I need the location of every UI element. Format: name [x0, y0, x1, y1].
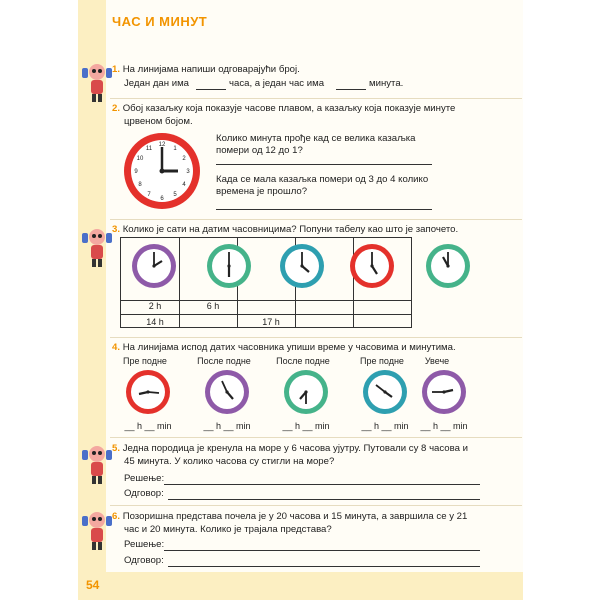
mascot-icon — [80, 225, 114, 269]
q4-clock-4-icon — [362, 369, 408, 415]
q4-clock-3-icon — [283, 369, 329, 415]
svg-text:12: 12 — [158, 142, 166, 148]
q4-label-1: Пре подне — [123, 356, 167, 366]
q4-label-2: После подне — [197, 356, 251, 366]
footer-bar — [78, 572, 523, 600]
mascot-icon — [80, 442, 114, 486]
q5-solution-line[interactable] — [164, 484, 480, 485]
q1-hours-blank[interactable] — [196, 89, 226, 90]
q4-clock-1-icon — [125, 369, 171, 415]
q5-answer-label: Одговор: — [124, 488, 164, 499]
q3-clock-5-icon — [425, 243, 471, 289]
q3-cell-r2-c1[interactable]: 14 h — [146, 317, 164, 327]
q4-answer-5[interactable]: __ h __ min — [420, 421, 468, 431]
page-number: 54 — [86, 578, 100, 592]
svg-text:6: 6 — [160, 196, 164, 202]
divider — [110, 437, 522, 438]
q4-clock-2-icon — [204, 369, 250, 415]
divider — [110, 337, 522, 338]
svg-text:8: 8 — [138, 182, 142, 188]
q6-answer-line[interactable] — [168, 566, 480, 567]
q2-question-b-cont: времена је прошло? — [216, 186, 308, 197]
q3-clock-1-icon — [131, 243, 177, 289]
q3-clock-3-icon — [279, 243, 325, 289]
mascot-icon — [80, 60, 114, 104]
q3-cell-r2-c3[interactable]: 17 h — [262, 317, 280, 327]
q2-prompt: 2. Обој казаљку која показује часове плавом, а казаљку која показује минуте — [112, 103, 456, 114]
q4-prompt: 4. На линијама испод датих часовника упиши време у часовима и минутима. — [112, 342, 456, 353]
q5-solution-label: Решење: — [124, 473, 165, 484]
q3-clock-4-icon — [349, 243, 395, 289]
q4-label-4: Пре подне — [360, 356, 404, 366]
q4-answer-2[interactable]: __ h __ min — [203, 421, 251, 431]
q2-question-b: Када се мала казаљка помери од 3 до 4 колико — [216, 174, 429, 185]
q1-line-b: часа, а један час има — [229, 78, 325, 89]
mascot-icon — [80, 508, 114, 552]
svg-text:2: 2 — [182, 156, 186, 162]
divider — [110, 219, 522, 220]
q4-answer-4[interactable]: __ h __ min — [361, 421, 409, 431]
q3-clock-2-icon — [206, 243, 252, 289]
q4-clock-5-icon — [421, 369, 467, 415]
q2-question-a-cont: помери од 12 до 1? — [216, 145, 303, 156]
svg-text:4: 4 — [182, 182, 186, 188]
svg-text:7: 7 — [147, 192, 151, 198]
q2-clock-icon — [121, 130, 203, 212]
svg-text:5: 5 — [173, 192, 177, 198]
svg-text:3: 3 — [186, 169, 190, 175]
q3-cell-r1-c2[interactable]: 6 h — [206, 301, 220, 311]
svg-text:1: 1 — [173, 146, 177, 152]
q4-label-3: После подне — [276, 356, 330, 366]
q4-label-5: Увече — [424, 356, 450, 366]
q6-solution-label: Решење: — [124, 539, 165, 550]
q5-prompt: 5. Једна породица је кренула на море у 6 часова ујутру. Путовали су 8 часова и — [112, 443, 468, 454]
q2-answer-b-line[interactable] — [216, 209, 432, 210]
q5-prompt-cont: 45 минута. У колико часова су стигли на море? — [124, 456, 335, 467]
q4-answer-1[interactable]: __ h __ min — [124, 421, 172, 431]
q6-solution-line[interactable] — [164, 550, 480, 551]
divider — [110, 98, 522, 99]
q3-cell-r1-c1[interactable]: 2 h — [148, 301, 162, 311]
divider — [110, 505, 522, 506]
q1-line-a: Један дан има — [124, 78, 190, 89]
q1-minutes-blank[interactable] — [336, 89, 366, 90]
q1-line-c: минута. — [369, 78, 404, 89]
q2-question-a: Колико минута прође кад се велика казаљка — [216, 133, 416, 144]
q6-prompt: 6. Позоришна представа почела је у 20 часова и 15 минута, а завршила се у 21 — [112, 511, 468, 522]
page-title: ЧАС И МИНУТ — [112, 14, 208, 29]
q2-answer-a-line[interactable] — [216, 164, 432, 165]
q2-prompt-cont: црвеном бојом. — [124, 116, 193, 127]
q1-prompt: 1. На линијама напиши одговарајући број. — [112, 64, 300, 75]
q4-answer-3[interactable]: __ h __ min — [282, 421, 330, 431]
svg-text:11: 11 — [145, 146, 153, 152]
q6-prompt-cont: час и 20 минута. Колико је трајала представа? — [124, 524, 332, 535]
q5-answer-line[interactable] — [168, 499, 480, 500]
q6-answer-label: Одговор: — [124, 555, 164, 566]
q3-prompt: 3. Колико је сати на датим часовницима? Попуни табелу као што је започето. — [112, 224, 459, 235]
svg-text:9: 9 — [134, 169, 138, 175]
svg-text:10: 10 — [136, 156, 144, 162]
